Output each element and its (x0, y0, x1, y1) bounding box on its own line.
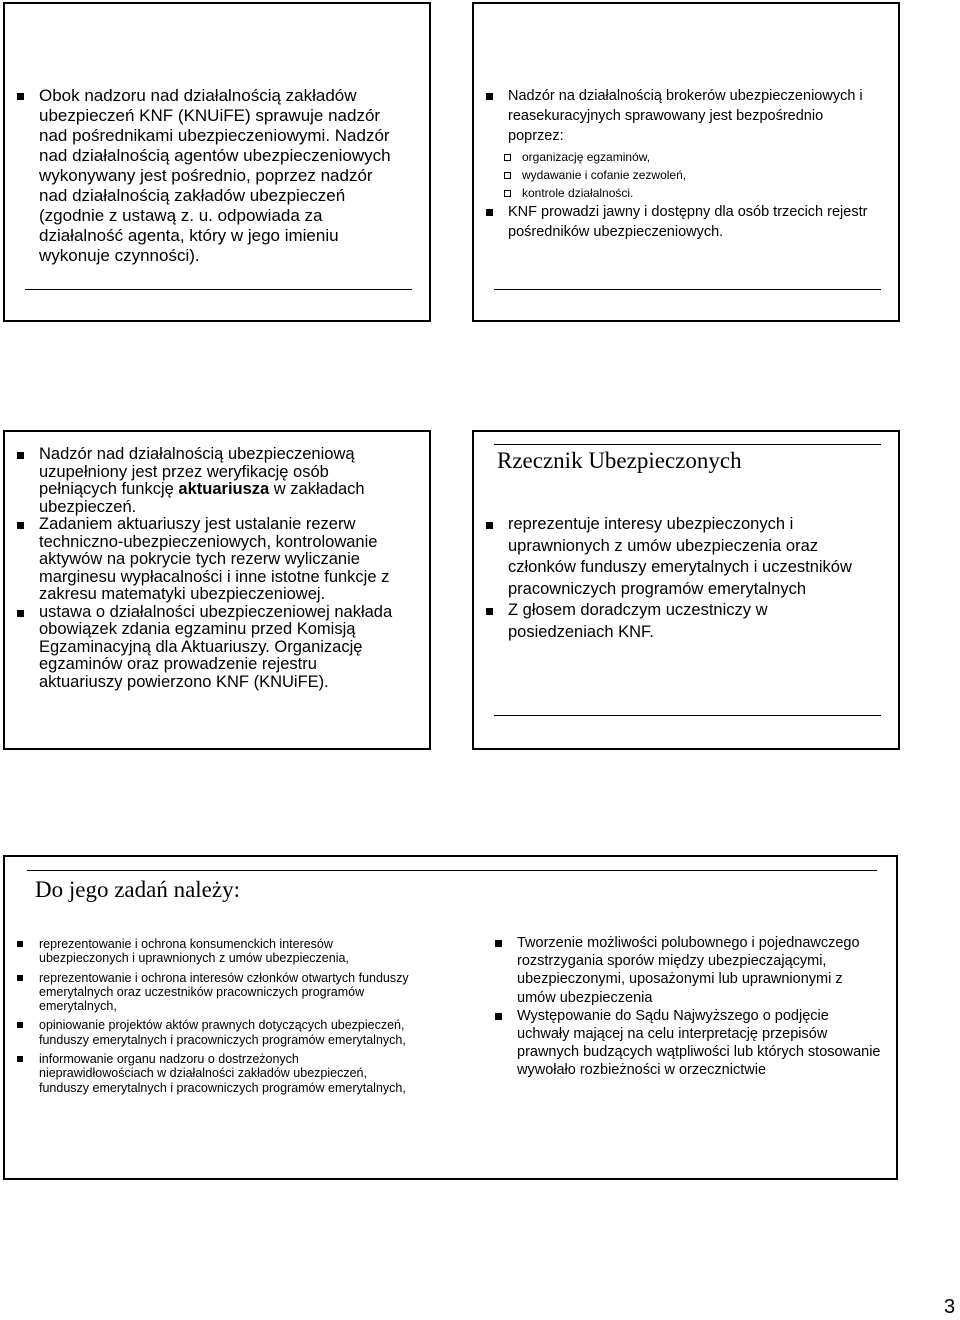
slide-2-bullet-2: KNF prowadzi jawny i dostępny dla osób trzecich rejestr pośredników ubezpieczeniowych. (478, 202, 878, 242)
slide-5-left-bullet-3: opiniowanie projektów aktów prawnych dotyczących ubezpieczeń, funduszy emerytalnych i pracowniczych programów emerytalnych, (9, 1018, 409, 1047)
slide-5-left-bullet-2: reprezentowanie i ochrona interesów członków otwartych funduszy emerytalnych oraz uczestników pracowniczych programów emerytalnych, (9, 971, 409, 1014)
slide-2-content (478, 86, 878, 242)
slide-5-right-column (487, 934, 882, 1080)
slide-5-right-bullet-2: Występowanie do Sądu Najwyższego o podjęcie uchwały mającej na celu interpretację przepisów prawnych budzących wątpliwości lub których stosowanie wywołało rozbieżności w orzecznictwie (487, 1007, 882, 1080)
slide-1-content (9, 86, 399, 266)
slide-3-bullet-1 (9, 446, 404, 516)
slide-4-footer-rule (494, 715, 881, 716)
slide-3 (3, 430, 431, 750)
slide-3-bullet-1-tail: w zakładach ubezpieczeń. (39, 480, 365, 516)
slide-2-bullet-1: Nadzór na działalnością brokerów ubezpieczeniowych i reasekuracyjnych sprawowany jest bezpośrednio poprzez: (478, 86, 878, 146)
slide-4-bullet-2: Z głosem doradczym uczestniczy w posiedzeniach KNF. (478, 600, 873, 643)
slide-5-title: Do jego zadań należy: (35, 877, 240, 902)
slide-2-subbullet-1: organizację egzaminów, (500, 148, 878, 166)
page-number: 3 (944, 1296, 956, 1318)
slide-4-title: Rzecznik Ubezpieczonych (497, 448, 742, 473)
slide-3-bullet-3: ustawa o działalności ubezpieczeniowej nakłada obowiązek zdania egzaminu przed Komisją Egzaminacyjną dla Aktuariuszy. Organizację egzaminów oraz prowadzenie rejestru aktuariuszy powierzono KNF (KNUiFE). (9, 604, 404, 692)
slide-4-title-rule (494, 444, 881, 445)
slide-5-left-bullet-1: reprezentowanie i ochrona konsumenckich interesów ubezpieczonych i uprawnionych z umów ubezpieczenia, (9, 937, 409, 966)
slide-2-subbullet-2: wydawanie i cofanie zezwoleń, (500, 166, 878, 184)
slide-5-left-column (9, 937, 409, 1100)
slide-2 (472, 2, 900, 322)
slide-1-bullet: Obok nadzoru nad działalnością zakładów ubezpieczeń KNF (KNUiFE) sprawuje nadzór nad pośrednikami ubezpieczeniowymi. Nadzór nad działalnością agentów ubezpieczeniowych wykonywany jest pośrednio, poprzez nadzór nad działalnością zakładów ubezpieczeń (zgodnie z ustawą z. u. odpowiada za działalność agenta, który w jego imieniu wykonuje czynności). (9, 86, 399, 266)
slide-5-title-rule (27, 870, 877, 871)
slide-3-bullet-1-bold: aktuariusza (178, 480, 270, 498)
slide-5-left-bullet-4: informowanie organu nadzoru o dostrzeżonych nieprawidłowościach w działalności zakładów ubezpieczeń, funduszy emerytalnych i pracowniczych programów emerytalnych, (9, 1052, 409, 1095)
slide-3-bullet-1-text: Nadzór nad działalnością ubezpieczeniową uzupełniony jest przez weryfikację osób pełniących funkcję (39, 445, 355, 498)
slide-4 (472, 430, 900, 750)
slide-4-bullet-1: reprezentuje interesy ubezpieczonych i uprawnionych z umów ubezpieczenia oraz członków funduszy emerytalnych i uczestników pracowniczych programów emerytalnych (478, 514, 873, 600)
slide-2-subbullet-3: kontrole działalności. (500, 184, 878, 202)
slide-2-footer-rule (494, 289, 881, 290)
slide-1 (3, 2, 431, 322)
slide-1-footer-rule (25, 289, 412, 290)
slide-5-right-bullet-1: Tworzenie możliwości polubownego i pojednawczego rozstrzygania sporów między ubezpieczającymi, ubezpieczonymi, uposażonymi lub uprawnionymi z umów ubezpieczenia (487, 934, 882, 1007)
slide-3-content (9, 446, 404, 691)
slide-3-bullet-2: Zadaniem aktuariuszy jest ustalanie rezerw techniczno-ubezpieczeniowych, kontrolowanie aktywów na pokrycie tych rezerw wyliczanie marginesu wypłacalności i inne istotne funkcje z zakresu matematyki ubezpieczeniowej. (9, 516, 404, 604)
slide-5 (3, 855, 898, 1180)
slide-4-content (478, 514, 873, 643)
